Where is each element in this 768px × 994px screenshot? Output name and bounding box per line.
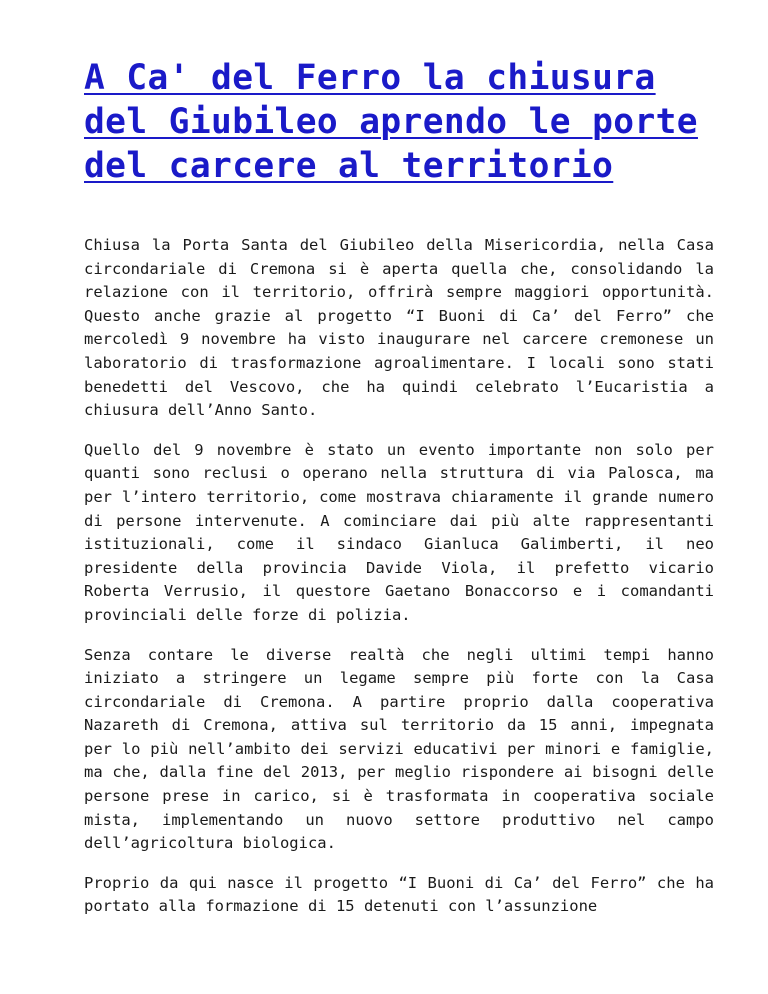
article-paragraph-2: Quello del 9 novembre è stato un evento importante non solo per quanti sono reclusi o operano nella struttura di via Palosca, ma per l’intero territorio, come mostrava chiaramente il grande numero di persone intervenute. A cominciare dai più alte rappresentanti istituzionali, come il sindaco Gianluca Galimberti, il neo presidente della provincia Davide Viola, il prefetto vicario Roberta Verrusio, il questore Gaetano Bonaccorso e i comandanti provinciali delle forze di polizia. — [84, 440, 714, 624]
article-title — [84, 56, 724, 188]
document-page — [84, 0, 714, 935]
article-body — [84, 234, 714, 919]
article-paragraph-4: Proprio da qui nasce il progetto “I Buoni di Ca’ del Ferro” che ha portato alla formazione di 15 detenuti con l’assunzione — [84, 873, 714, 916]
article-paragraph-1: Chiusa la Porta Santa del Giubileo della Misericordia, nella Casa circondariale di Cremona si è aperta quella che, consolidando la relazione con il territorio, offrirà sempre maggiori opportunità. Questo anche grazie al progetto “I Buoni di Ca’ del Ferro” che mercoledì 9 novembre ha visto inaugurare nel carcere cremonese un laboratorio di trasformazione agroalimentare. I locali sono stati benedetti del Vescovo, che ha quindi celebrato l’Eucaristia a chiusura dell’Anno Santo. — [84, 236, 714, 420]
article-title-link[interactable]: A Ca' del Ferro la chiusura del Giubileo aprendo le porte del carcere al territorio — [84, 58, 698, 186]
article-paragraph-3: Senza contare le diverse realtà che negli ultimi tempi hanno iniziato a stringere un legame sempre più forte con la Casa circondariale di Cremona. A partire proprio dalla cooperativa Nazareth di Cremona, attiva sul territorio da 15 anni, impegnata per lo più nell’ambito dei servizi educativi per minori e famiglie, ma che, dalla fine del 2013, per meglio rispondere ai bisogni delle persone prese in carico, si è trasformata in cooperativa sociale mista, implementando un nuovo settore produttivo nel campo dell’agricoltura biologica. — [84, 645, 714, 853]
